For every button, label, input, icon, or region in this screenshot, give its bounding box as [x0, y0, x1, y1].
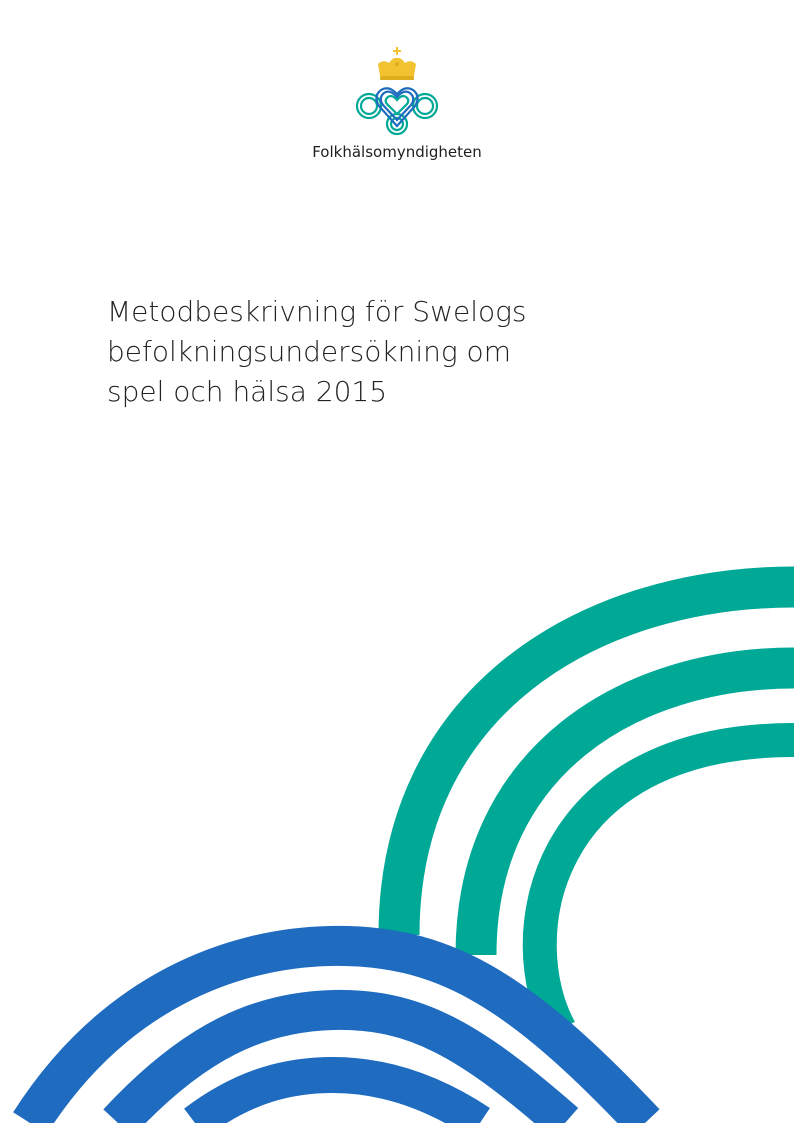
title-line-1: Metodbeskrivning för Swelogs — [107, 295, 527, 328]
organization-name: Folkhälsomyndigheten — [312, 143, 482, 161]
title-line-3: spel och hälsa 2015 — [107, 375, 388, 408]
teal-arc-inner — [540, 740, 794, 1030]
blue-arc-inner — [195, 1075, 480, 1123]
title-line-2: befolkningsundersökning om — [107, 335, 511, 368]
teal-arcs — [399, 587, 794, 955]
teal-arc-middle — [476, 668, 794, 955]
